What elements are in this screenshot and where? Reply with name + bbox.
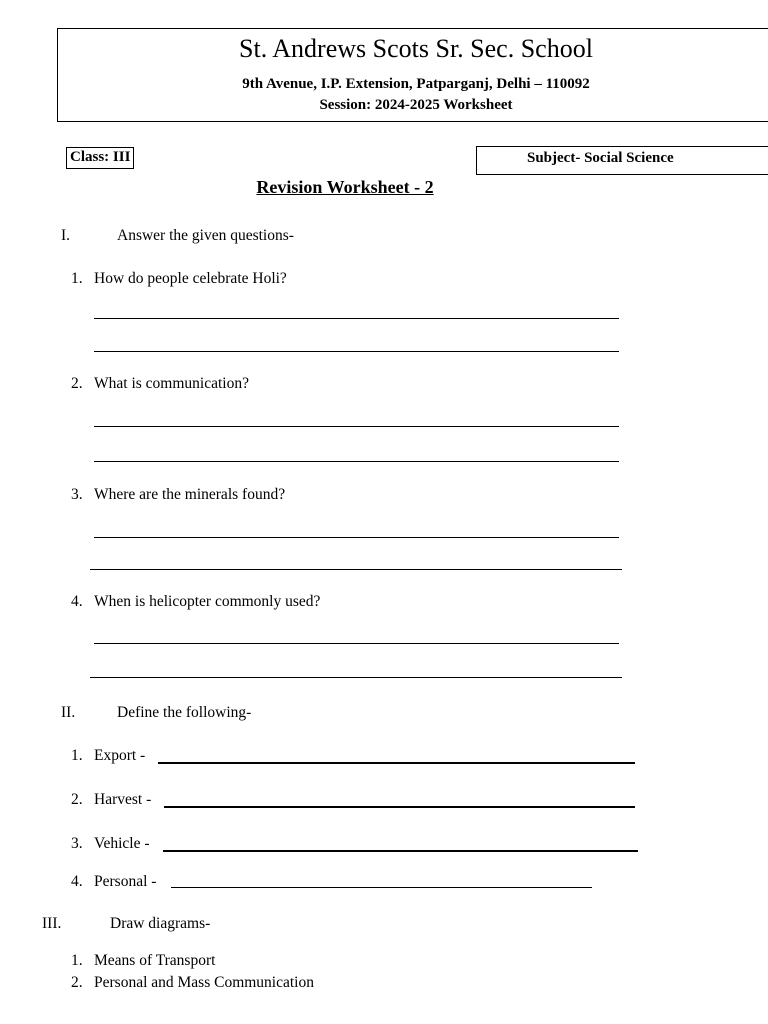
worksheet-title: Revision Worksheet - 2 bbox=[256, 177, 434, 197]
definition-line bbox=[164, 806, 635, 808]
answer-line bbox=[94, 426, 619, 427]
section-3-heading: Draw diagrams- bbox=[110, 915, 211, 932]
definition-line bbox=[171, 887, 592, 888]
question-1-number: 1. bbox=[71, 270, 83, 287]
school-header bbox=[57, 28, 768, 122]
define-1-number: 1. bbox=[71, 747, 83, 764]
section-2-numeral: II. bbox=[61, 704, 76, 721]
answer-line bbox=[90, 677, 622, 678]
define-4-number: 4. bbox=[71, 873, 83, 890]
diagram-2-number: 2. bbox=[71, 974, 83, 991]
answer-line bbox=[90, 569, 622, 570]
define-2-text: Harvest - bbox=[94, 791, 152, 808]
define-1-text: Export - bbox=[94, 747, 146, 764]
session-label: Session: 2024-2025 Worksheet bbox=[319, 97, 513, 113]
define-2-number: 2. bbox=[71, 791, 83, 808]
section-3-numeral: III. bbox=[42, 915, 62, 932]
school-name: St. Andrews Scots Sr. Sec. School bbox=[239, 34, 593, 63]
question-3-number: 3. bbox=[71, 486, 83, 503]
define-3-number: 3. bbox=[71, 835, 83, 852]
question-4-text: When is helicopter commonly used? bbox=[94, 593, 321, 610]
diagram-1-number: 1. bbox=[71, 952, 83, 969]
answer-line bbox=[94, 318, 619, 319]
question-2-number: 2. bbox=[71, 375, 83, 392]
school-address: 9th Avenue, I.P. Extension, Patparganj, Delhi – 110092 bbox=[242, 76, 590, 92]
section-2-heading: Define the following- bbox=[117, 704, 252, 721]
section-1-numeral: I. bbox=[61, 227, 71, 244]
definition-line bbox=[163, 850, 638, 852]
answer-line bbox=[94, 461, 619, 462]
definition-line bbox=[158, 762, 635, 764]
answer-line bbox=[94, 643, 619, 644]
question-2-text: What is communication? bbox=[94, 375, 249, 392]
define-4-text: Personal - bbox=[94, 873, 157, 890]
section-1-heading: Answer the given questions- bbox=[117, 227, 294, 244]
class-label: Class: III bbox=[66, 147, 134, 169]
subject-label: Subject- Social Science bbox=[476, 146, 768, 175]
define-3-text: Vehicle - bbox=[94, 835, 150, 852]
question-4-number: 4. bbox=[71, 593, 83, 610]
diagram-1-text: Means of Transport bbox=[94, 952, 216, 969]
question-1-text: How do people celebrate Holi? bbox=[94, 270, 287, 287]
answer-line bbox=[94, 351, 619, 352]
diagram-2-text: Personal and Mass Communication bbox=[94, 974, 314, 991]
answer-line bbox=[94, 537, 619, 538]
question-3-text: Where are the minerals found? bbox=[94, 486, 286, 503]
